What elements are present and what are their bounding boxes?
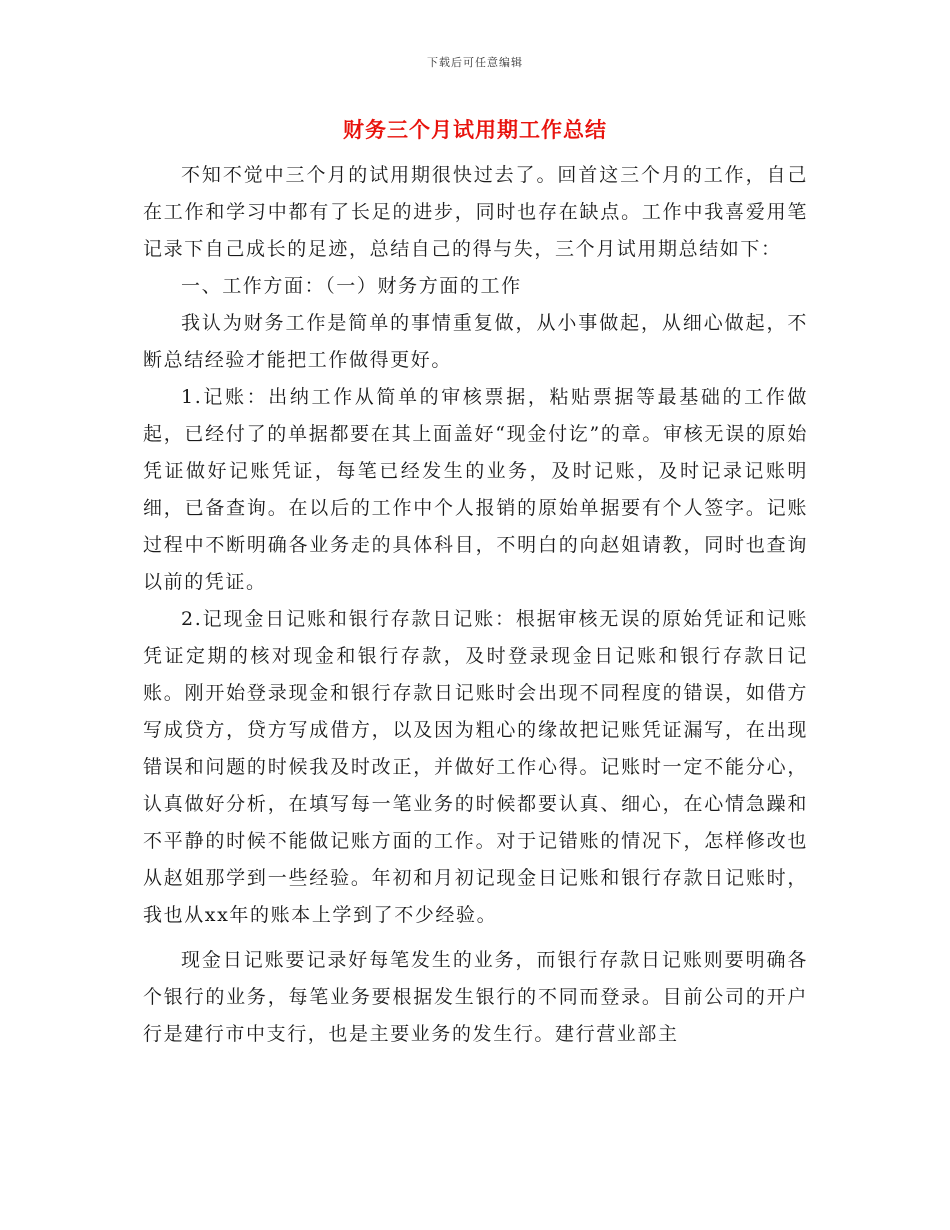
header-note: 下载后可任意编辑 [427,56,523,69]
paragraph-finance-view: 我认为财务工作是简单的事情重复做，从小事做起，从细心做起，不断总结经验才能把工作做得更好。 [143,312,808,371]
paragraph-bookkeeping: 1.记账：出纳工作从简单的审核票据，粘贴票据等最基础的工作做起，已经付了的单据都要在其上面盖好“现金付讫”的章。审核无误的原始凭证做好记账凭证，每笔已经发生的业务，及时记账，及时记录记账明细，已备查询。在以后的工作中个人报销的原始单据要有个人签字。记账过程中不断明确各业务走的具体科目，不明白的向赵姐请教，同时也查询以前的凭证。 [143,386,808,593]
paragraph-journal-details: 现金日记账要记录好每笔发生的业务，而银行存款日记账则要明确各个银行的业务，每笔业务要根据发生银行的不同而登录。目前公司的开户行是建行市中支行，也是主要业务的发生行。建行营业部主 [143,949,808,1045]
document-title: 财务三个月试用期工作总结 [343,117,607,142]
paragraph-intro: 不知不觉中三个月的试用期很快过去了。回首这三个月的工作，自己在工作和学习中都有了长足的进步，同时也存在缺点。工作中我喜爱用笔记录下自己成长的足迹，总结自己的得与失，三个月试用期总结如下： [143,164,808,260]
paragraph-section-heading: 一、工作方面：（一）财务方面的工作 [181,275,522,297]
paragraph-cash-bank-journal: 2.记现金日记账和银行存款日记账：根据审核无误的原始凭证和记账凭证定期的核对现金和银行存款，及时登录现金日记账和银行存款日记账。刚开始登录现金和银行存款日记账时会出现不同程度的错误，如借方写成贷方，贷方写成借方，以及因为粗心的缘故把记账凭证漏写，在出现错误和问题的时候我及时改正，并做好工作心得。记账时一定不能分心，认真做好分析，在填写每一笔业务的时候都要认真、细心，在心情急躁和不平静的时候不能做记账方面的工作。对于记错账的情况下，怎样修改也从赵姐那学到一些经验。年初和月初记现金日记账和银行存款日记账时，我也从xx年的账本上学到了不少经验。 [143,608,808,926]
document-body [143,157,808,1053]
